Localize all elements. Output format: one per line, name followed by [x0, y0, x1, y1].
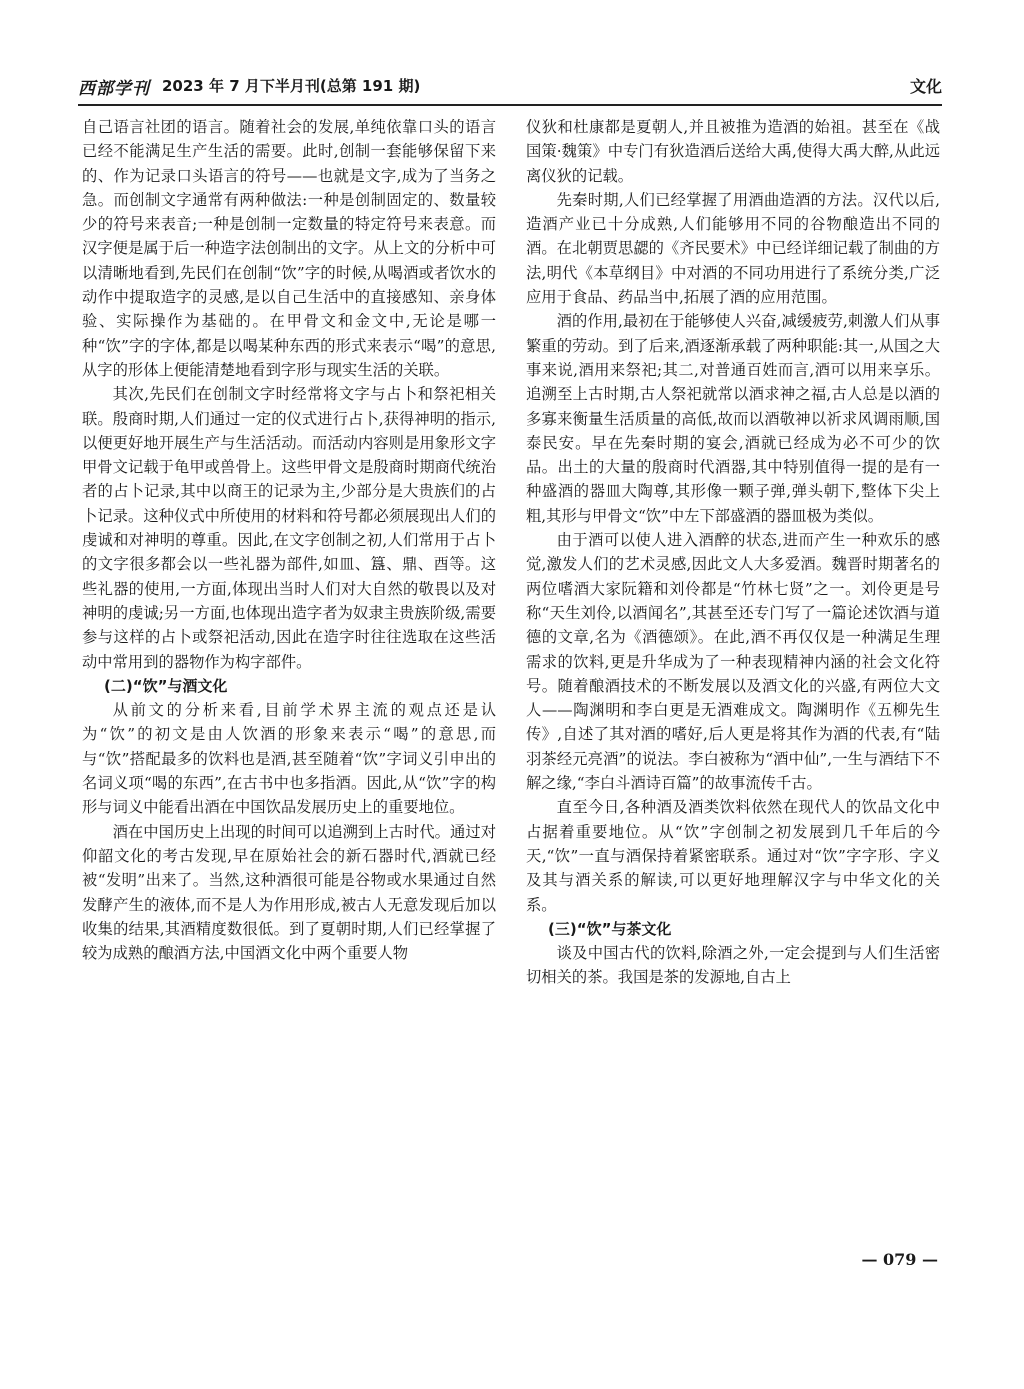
paragraph: 仪狄和杜康都是夏朝人,并且被推为造酒的始祖。甚至在《战国策·魏策》中专门有狄造酒后送给大禹,使得大禹大醉,从此远离仪狄的记载。 [526, 118, 940, 185]
paragraph: 其次,先民们在创制文字时经常将文字与占卜和祭祀相关联。殷商时期,人们通过一定的仪式进行占卜,获得神明的指示,以便更好地开展生产与生活活动。而活动内容则是用象形文字甲骨文记载于龟甲或兽骨上。这些甲骨文是殷商时期商代统治者的占卜记录,其中以商王的记录为主,少部分是大贵族们的占卜记录。这种仪式中所使用的材料和符号都必须展现出人们的虔诚和对神明的尊重。因此,在文字创制之初,人们常用于占卜的文字很多都会以一些礼器为部件,如皿、簋、鼎、酉等。这些礼器的使用,一方面,体现出当时人们对大自然的敬畏以及对神明的虔诚;另一方面,也体现出造字者为奴隶主贵族阶级,需要参与这样的占卜或祭祀活动,因此在造字时往往选取在这些活动中常用到的器物作为构字部件。 [82, 385, 496, 671]
paragraph: 酒的作用,最初在于能够使人兴奋,减缓疲劳,刺激人们从事繁重的劳动。到了后来,酒逐渐承载了两种职能:其一,从国之大事来说,酒用来祭祀;其二,对普通百姓而言,酒可以用来享乐。追溯至上古时期,古人祭祀就常以酒求神之福,古人总是以酒的多寡来衡量生活质量的高低,故而以酒敬神以祈求风调雨顺,国泰民安。早在先秦时期的宴会,酒就已经成为必不可少的饮品。出土的大量的殷商时代酒器,其中特别值得一提的是有一种盛酒的器皿大陶尊,其形像一颗子弹,弹头朝下,整体下尖上粗,其形与甲骨文“饮”中左下部盛酒的器皿极为类似。 [526, 312, 940, 525]
issue-info: 2023 年 7 月下半月刊(总第 191 期) [162, 77, 421, 95]
paragraph: 直至今日,各种酒及酒类饮料依然在现代人的饮品文化中占据着重要地位。从“饮”字创制之初发展到几千年后的今天,“饮”一直与酒保持着紧密联系。通过对“饮”字字形、字义及其与酒关系的解读,可以更好地理解汉字与中华文化的关系。 [526, 798, 940, 914]
page-number: — 079 — [861, 1250, 938, 1269]
paragraph: 自己语言社团的语言。随着社会的发展,单纯依靠口头的语言已经不能满足生产生活的需要。此时,创制一套能够保留下来的、作为记录口头语言的符号——也就是文字,成为了当务之急。而创制文字通常有两种做法:一种是创制固定的、数量较少的符号来表音;一种是创制一定数量的特定符号来表意。而汉字便是属于后一种造字法创制出的文字。从上文的分析中可以清晰地看到,先民们在创制“饮”字的时候,从喝酒或者饮水的动作中提取造字的灵感,是以自己生活中的直接感知、亲身体验、实际操作为基础的。在甲骨文和金文中,无论是哪一种“饮”字的字体,都是以喝某种东西的形式来表示“喝”的意思,从字的形体上便能清楚地看到字形与现实生活的关联。 [82, 118, 496, 379]
paragraph: 从前文的分析来看,目前学术界主流的观点还是认为“饮”的初文是由人饮酒的形象来表示“喝”的意思,而与“饮”搭配最多的饮料也是酒,甚至随着“饮”字词义引申出的名词义项“喝的东西”,在古书中也多指酒。因此,从“饮”字的构形与词义中能看出酒在中国饮品发展历史上的重要地位。 [82, 701, 496, 817]
running-header [78, 70, 942, 106]
section-heading: (二)“饮”与酒文化 [104, 676, 228, 695]
journal-logo: 西部学刊 [78, 79, 150, 99]
right-column [526, 115, 940, 990]
section-heading: (三)“饮”与茶文化 [548, 919, 672, 938]
paragraph: 由于酒可以使人进入酒醉的状态,进而产生一种欢乐的感觉,激发人们的艺术灵感,因此文人大多爱酒。魏晋时期著名的两位嗜酒大家阮籍和刘伶都是“竹林七贤”之一。刘伶更是号称“天生刘伶,以酒闻名”,其甚至还专门写了一篇论述饮酒与道德的文章,名为《酒德颂》。在此,酒不再仅仅是一种满足生理需求的饮料,更是升华成为了一种表现精神内涵的社会文化符号。随着酿酒技术的不断发展以及酒文化的兴盛,有两位大文人——陶渊明和李白更是无酒难成文。陶渊明作《五柳先生传》,自述了其对酒的嗜好,后人更是将其作为酒的代表,有“陆羽茶经元亮酒”的说法。李白被称为“酒中仙”,一生与酒结下不解之缘,“李白斗酒诗百篇”的故事流传千古。 [526, 531, 940, 793]
paragraph: 酒在中国历史上出现的时间可以追溯到上古时代。通过对仰韶文化的考古发现,早在原始社会的新石器时代,酒就已经被“发明”出来了。当然,这种酒很可能是谷物或水果通过自然发酵产生的液体,而不是人为作用形成,被古人无意发现后加以收集的结果,其酒精度数很低。到了夏朝时期,人们已经掌握了较为成熟的酿酒方法,中国酒文化中两个重要人物 [82, 822, 496, 963]
paragraph: 谈及中国古代的饮料,除酒之外,一定会提到与人们生活密切相关的茶。我国是茶的发源地,自古上 [526, 944, 940, 987]
paragraph: 先秦时期,人们已经掌握了用酒曲造酒的方法。汉代以后,造酒产业已十分成熟,人们能够用不同的谷物酿造出不同的酒。在北朝贾思勰的《齐民要术》中已经详细记载了制曲的方法,明代《本草纲目》中对酒的不同功用进行了系统分类,广泛应用于食品、药品当中,拓展了酒的应用范围。 [526, 190, 940, 307]
left-column [82, 115, 496, 965]
section-name: 文化 [909, 77, 942, 96]
